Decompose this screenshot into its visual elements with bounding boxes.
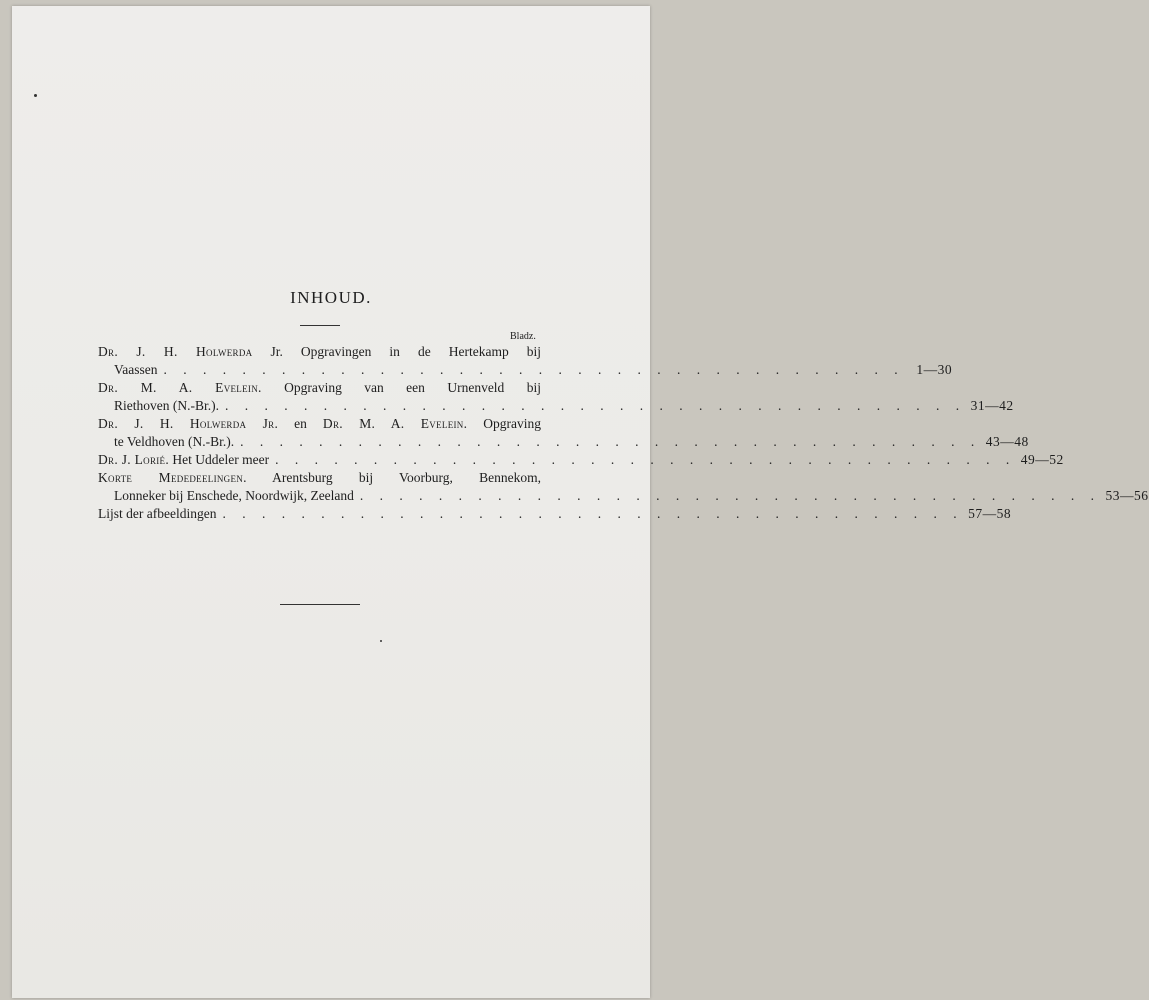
page [12, 6, 1149, 998]
page-title: INHOUD. [290, 288, 372, 307]
page-range: 31—42 [970, 398, 1014, 413]
toc-entry-line: Dr. J. H. Holwerda Jr. Opgravingen in de Hertekamp bij [98, 344, 542, 359]
table-of-contents [98, 343, 1149, 523]
page-range: 53—56 [1105, 488, 1149, 503]
toc-entry-line: Lijst der afbeeldingen . . . . . . . . . . . . . . . . . . . . . . . . . . . . . . . . . . . . . . 57—58 [98, 506, 1012, 521]
toc-entry-line: Dr. J. Lorié. Het Uddeler meer . . . . . . . . . . . . . . . . . . . . . . . . . . . . . . . . . . . . . . 49—52 [98, 452, 1064, 467]
page-column-label: Bladz. [510, 331, 536, 342]
toc-entry-line: Dr. M. A. Evelein. Opgraving van een Urnenveld bij [98, 380, 541, 395]
page-range: 1—30 [916, 362, 953, 377]
ink-speck [34, 94, 37, 97]
toc-entry-line: Riethoven (N.-Br.). . . . . . . . . . . . . . . . . . . . . . . . . . . . . . . . . . . . . . . 31—42 [114, 398, 1014, 413]
toc-entry-line: Lonneker bij Enschede, Noordwijk, Zeeland . . . . . . . . . . . . . . . . . . . . . . . . . . . . . . . . . . . . . . 53—56 [114, 488, 1149, 503]
ink-speck [380, 640, 382, 642]
page-range: 57—58 [968, 506, 1012, 521]
toc-entry-line: Vaassen . . . . . . . . . . . . . . . . . . . . . . . . . . . . . . . . . . . . . . 1—30 [114, 362, 953, 377]
toc-entry-line: Korte Mededeelingen. Arentsburg bij Voorburg, Bennekom, [98, 470, 541, 485]
page-range: 49—52 [1020, 452, 1064, 467]
toc-entry-line: te Veldhoven (N.-Br.). . . . . . . . . . . . . . . . . . . . . . . . . . . . . . . . . . . . . . . 43—48 [114, 434, 1029, 449]
toc-entry-line: Dr. J. H. Holwerda Jr. en Dr. M. A. Evelein. Opgraving [98, 416, 541, 431]
page-range: 43—48 [985, 434, 1029, 449]
end-divider [280, 604, 360, 605]
title-divider [300, 325, 340, 326]
